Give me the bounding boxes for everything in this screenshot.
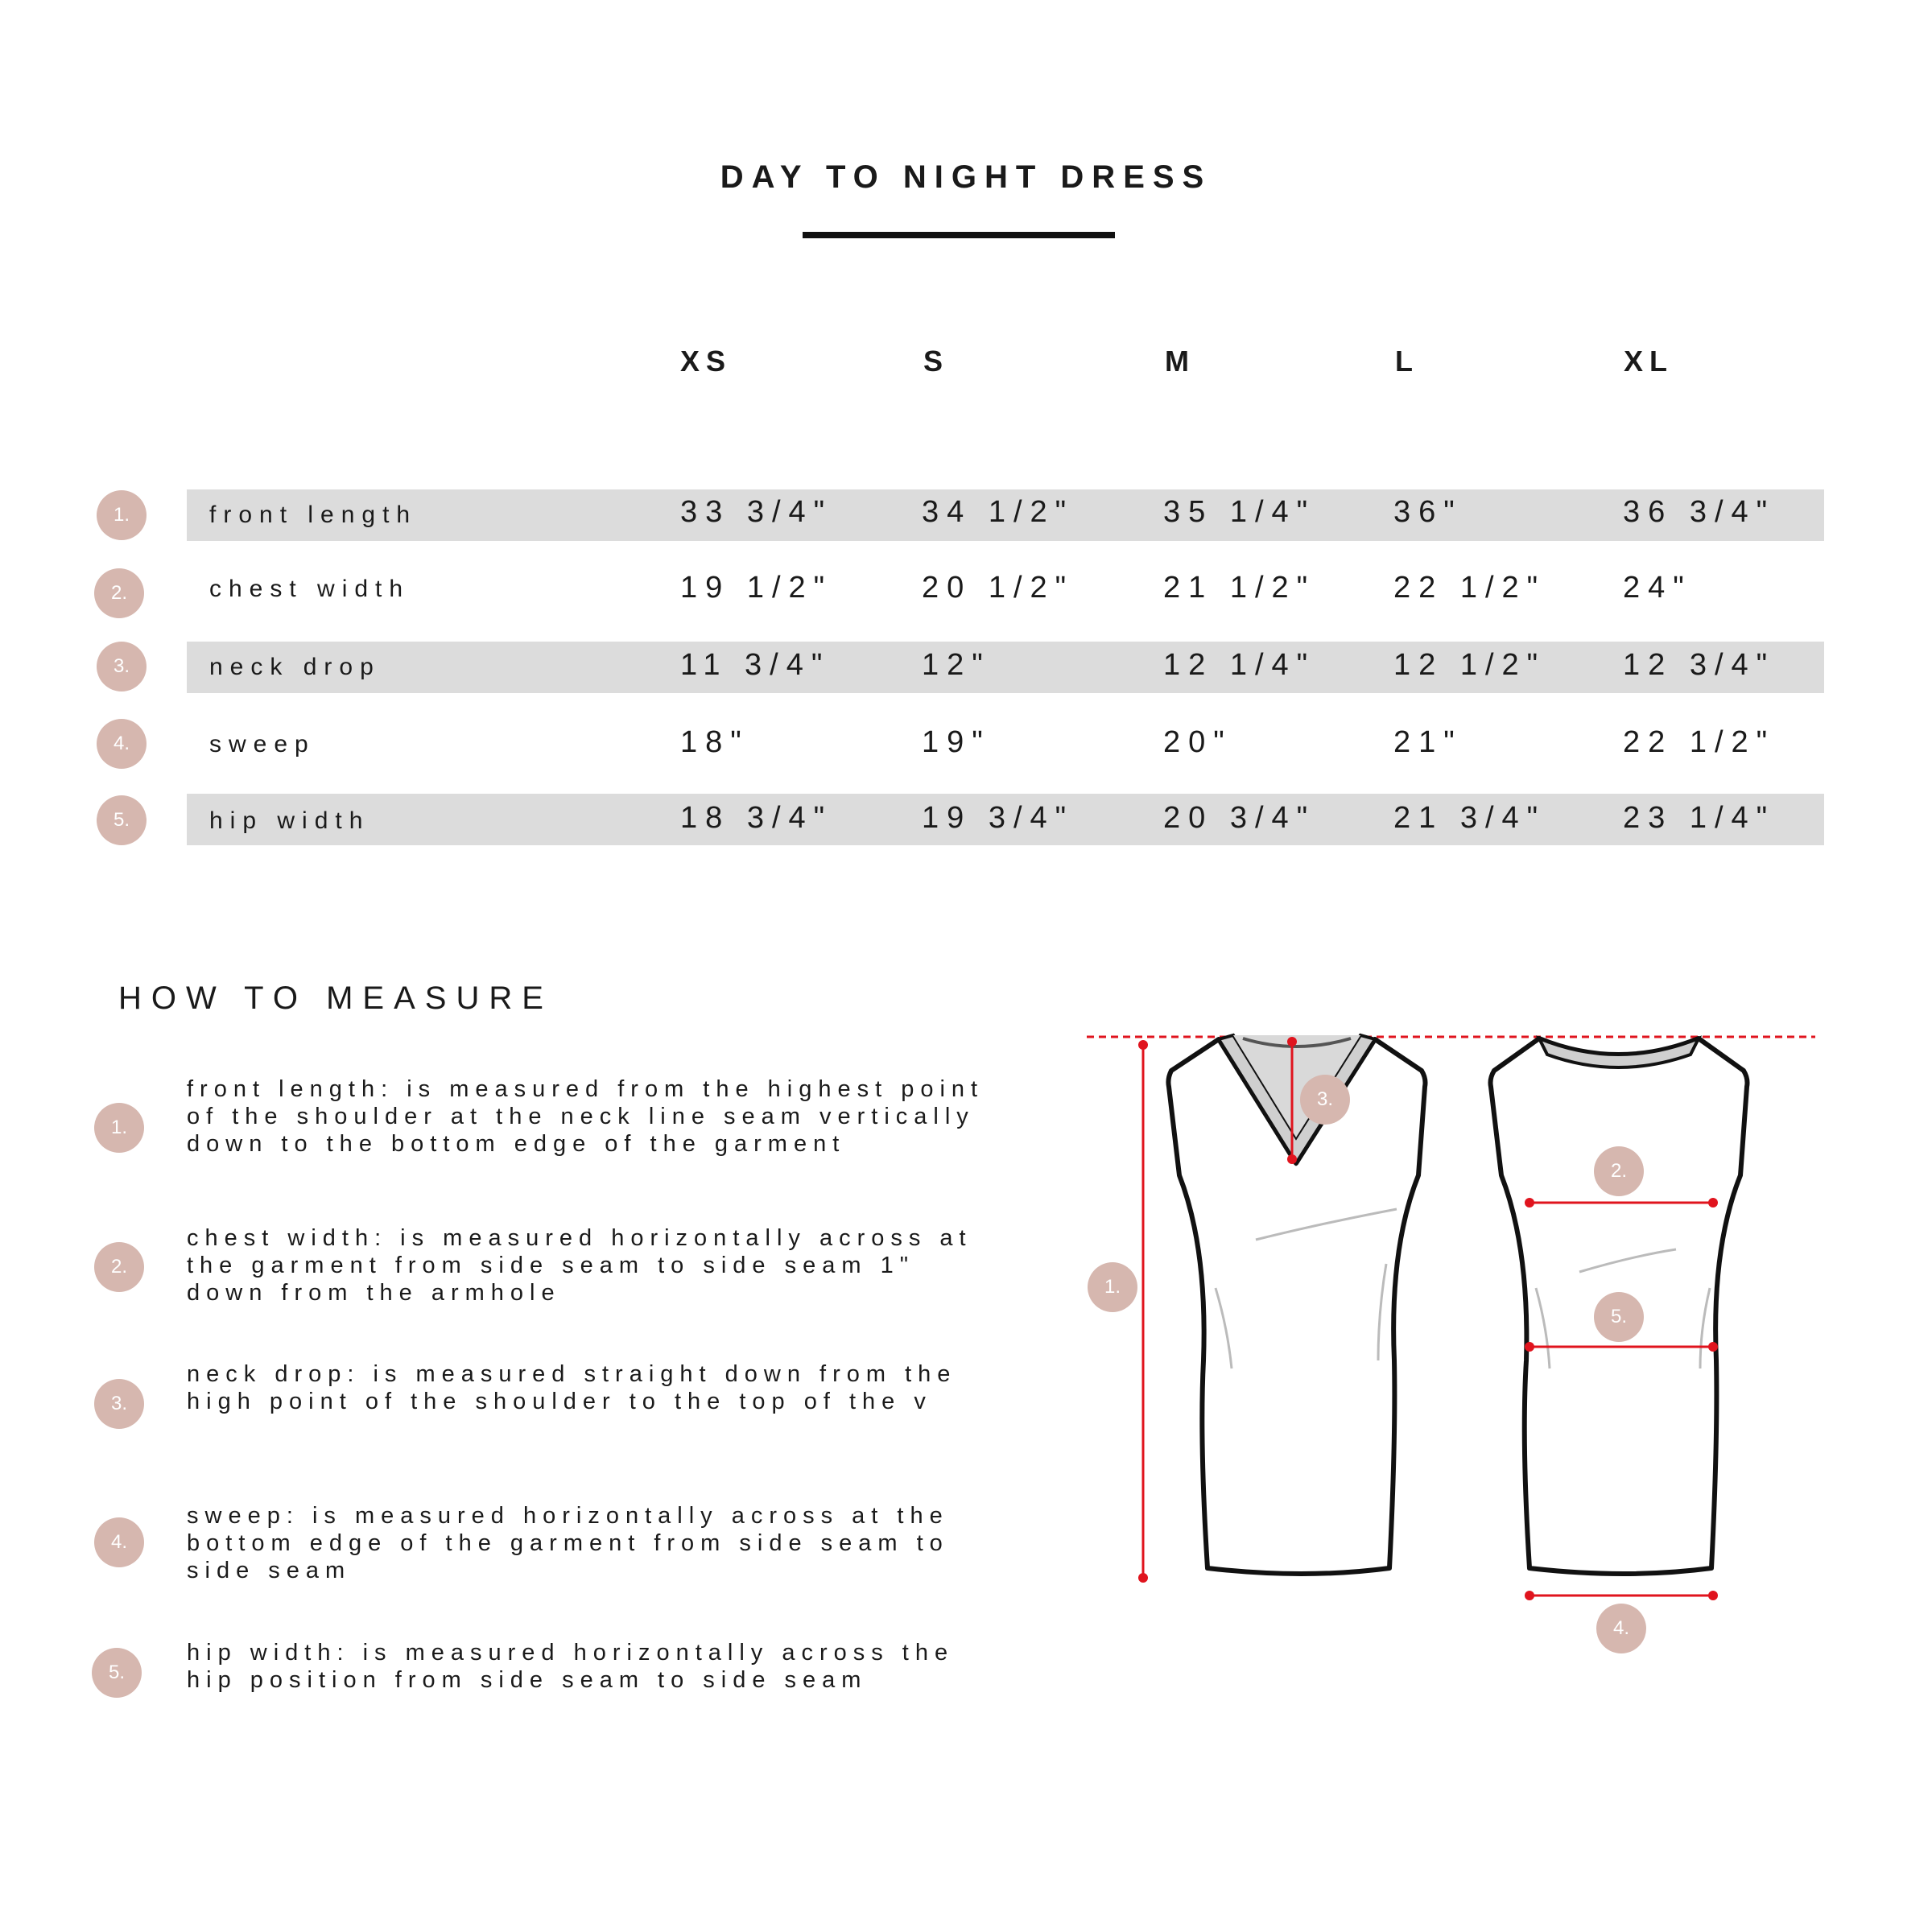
table-cell: 19" — [922, 725, 991, 759]
table-cell: 12" — [922, 648, 991, 682]
table-cell: 22 1/2" — [1623, 725, 1776, 759]
instruction-number-badge: 2. — [94, 1242, 144, 1292]
table-cell: 21" — [1393, 725, 1463, 759]
size-header-xl: XL — [1624, 345, 1674, 378]
table-cell: 24" — [1623, 571, 1692, 605]
table-cell: 21 1/2" — [1163, 571, 1316, 605]
table-cell: 36" — [1393, 495, 1463, 529]
table-cell: 12 1/2" — [1393, 648, 1546, 682]
table-cell: 19 3/4" — [922, 801, 1075, 835]
table-cell: 36 3/4" — [1623, 495, 1776, 529]
instruction-number-badge: 3. — [94, 1379, 144, 1429]
table-cell: 11 3/4" — [680, 648, 831, 682]
row-number-badge: 5. — [97, 795, 147, 845]
row-label: neck drop — [209, 654, 381, 680]
table-cell: 19 1/2" — [680, 571, 833, 605]
instruction-chest-width: chest width: is measured horizontally across at the garment from side seam to side seam 1" down from the armhole — [187, 1225, 972, 1306]
title-underline — [803, 232, 1115, 238]
instruction-front-length: front length: is measured from the highest point of the shoulder at the neck line seam vertically down to the bottom edge of the garment — [187, 1076, 985, 1157]
table-row-band — [187, 642, 1824, 693]
row-label: chest width — [209, 576, 411, 602]
diagram-marker-2: 2. — [1594, 1146, 1644, 1196]
page-title: DAY TO NIGHT DRESS — [720, 159, 1212, 195]
instruction-number-badge: 1. — [94, 1103, 144, 1153]
row-label: sweep — [209, 731, 316, 758]
row-number-badge: 4. — [97, 719, 147, 769]
table-cell: 18 3/4" — [680, 801, 833, 835]
size-header-xs: XS — [680, 345, 733, 378]
table-cell: 33 3/4" — [680, 495, 833, 529]
size-header-s: S — [923, 345, 950, 378]
row-label: hip width — [209, 807, 370, 834]
row-number-badge: 2. — [94, 568, 144, 618]
table-cell: 20 1/2" — [922, 571, 1075, 605]
table-cell: 12 1/4" — [1163, 648, 1316, 682]
instruction-number-badge: 4. — [94, 1517, 144, 1567]
diagram-marker-3: 3. — [1300, 1075, 1350, 1125]
row-number-badge: 3. — [97, 642, 147, 691]
table-cell: 21 3/4" — [1393, 801, 1546, 835]
how-to-measure-title: HOW TO MEASURE — [118, 980, 553, 1016]
table-cell: 18" — [680, 725, 749, 759]
table-cell: 34 1/2" — [922, 495, 1075, 529]
instruction-hip-width: hip width: is measured horizontally across the hip position from side seam to side seam — [187, 1640, 955, 1693]
table-cell: 20 3/4" — [1163, 801, 1316, 835]
table-cell: 20" — [1163, 725, 1232, 759]
table-cell: 12 3/4" — [1623, 648, 1776, 682]
table-cell: 22 1/2" — [1393, 571, 1546, 605]
diagram-marker-4: 4. — [1596, 1604, 1646, 1653]
row-number-badge: 1. — [97, 490, 147, 540]
dress-measurement-diagram — [1079, 1022, 1827, 1666]
front-dress-illustration — [1138, 1035, 1426, 1583]
size-header-l: L — [1395, 345, 1419, 378]
table-cell: 23 1/4" — [1623, 801, 1776, 835]
instruction-neck-drop: neck drop: is measured straight down from the high point of the shoulder to the top of the v — [187, 1361, 957, 1414]
instruction-number-badge: 5. — [92, 1648, 142, 1698]
row-label: front length — [209, 502, 418, 528]
diagram-marker-5: 5. — [1594, 1292, 1644, 1342]
diagram-marker-1: 1. — [1088, 1262, 1137, 1312]
size-header-m: M — [1165, 345, 1195, 378]
table-cell: 35 1/4" — [1163, 495, 1316, 529]
instruction-sweep: sweep: is measured horizontally across at the bottom edge of the garment from side seam to side seam — [187, 1503, 949, 1583]
